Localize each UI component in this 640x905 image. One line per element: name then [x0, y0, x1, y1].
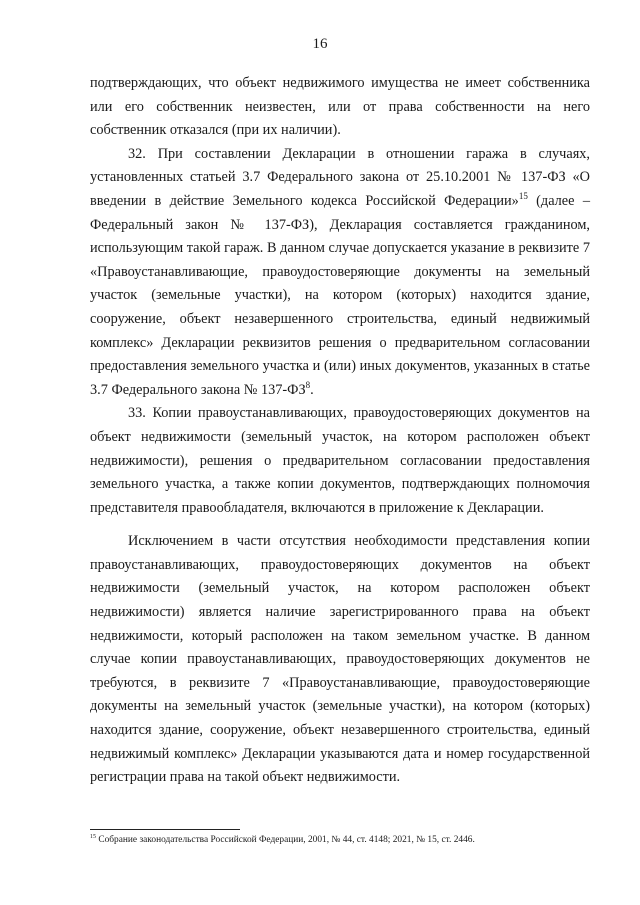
footnote-divider [90, 829, 240, 830]
paragraph-item-33 [90, 402, 590, 520]
paragraph-text-end: . [310, 381, 314, 398]
paragraph-text-cont: (далее – Федеральный закон № 137-ФЗ), Декларация составляется гражданином, использующим такой гараж. В данном случае допускается указание в реквизите 7 «Правоустанавливающие, правоудостоверяющие документы на земельный участок (земельные участки), на котором (которых) находится здание, сооружение, объект незавершенного строительства, единый недвижимый комплекс» Декларации реквизитов решения о предварительном согласовании предоставления земельного участка и (или) иных документов, указанных в статье 3.7 Федерального закона № 137-ФЗ [90, 192, 591, 398]
footnote-ref-15[interactable]: 15 [518, 191, 528, 202]
paragraph-exception [90, 530, 590, 790]
paragraph-text: 32. При составлении Декларации в отношении гаража в случаях, установленных статьей 3.7 Федерального закона от 25.10.2001 № 137-ФЗ «О введении в действие Земельного кодекса Российской Федерации» [90, 145, 590, 209]
paragraph-text: подтверждающих, что объект недвижимого имущества не имеет собственника или его собственник неизвестен, или от права собственности на него собственник отказался (при их наличии). [90, 75, 590, 139]
footnote-marker: 15 [90, 833, 96, 840]
paragraph-item-32 [90, 143, 590, 403]
footnote [90, 834, 590, 846]
paragraph-continuation [90, 72, 590, 143]
paragraph-text: 33. Копии правоустанавливающих, правоудостоверяющих документов на объект недвижимости (земельный участок, на котором расположен объект недвижимости), решения о предварительном согласовании предоставления земельного участка, а также копии документов, подтверждающих полномочия представителя правообладателя, включаются в приложение к Декларации. [90, 405, 590, 516]
footnote-ref-8[interactable]: 8 [305, 379, 311, 390]
body-text [90, 72, 590, 790]
page-number: 16 [312, 36, 328, 52]
footnote-text: Собрание законодательства Российской Федерации, 2001, № 44, ст. 4148; 2021, № 15, ст. 2446. [96, 835, 475, 845]
paragraph-text: Исключением в части отсутствия необходимости представления копии правоустанавливающих, правоудостоверяющих документов на объект недвижимости (земельный участок, на котором расположен объект недвижимости) является наличие зарегистрированного права на объект недвижимости, который расположен на таком земельном участке. В данном случае копии правоустанавливающих, правоудостоверяющих документов не требуются, в реквизите 7 «Правоустанавливающие, правоудостоверяющие документы на земельный участок (земельные участки), на котором (которых) находится здание, сооружение, объект незавершенного строительства, единый недвижимый комплекс» Декларации указываются дата и номер государственной регистрации права на такой объект недвижимости. [90, 533, 590, 786]
